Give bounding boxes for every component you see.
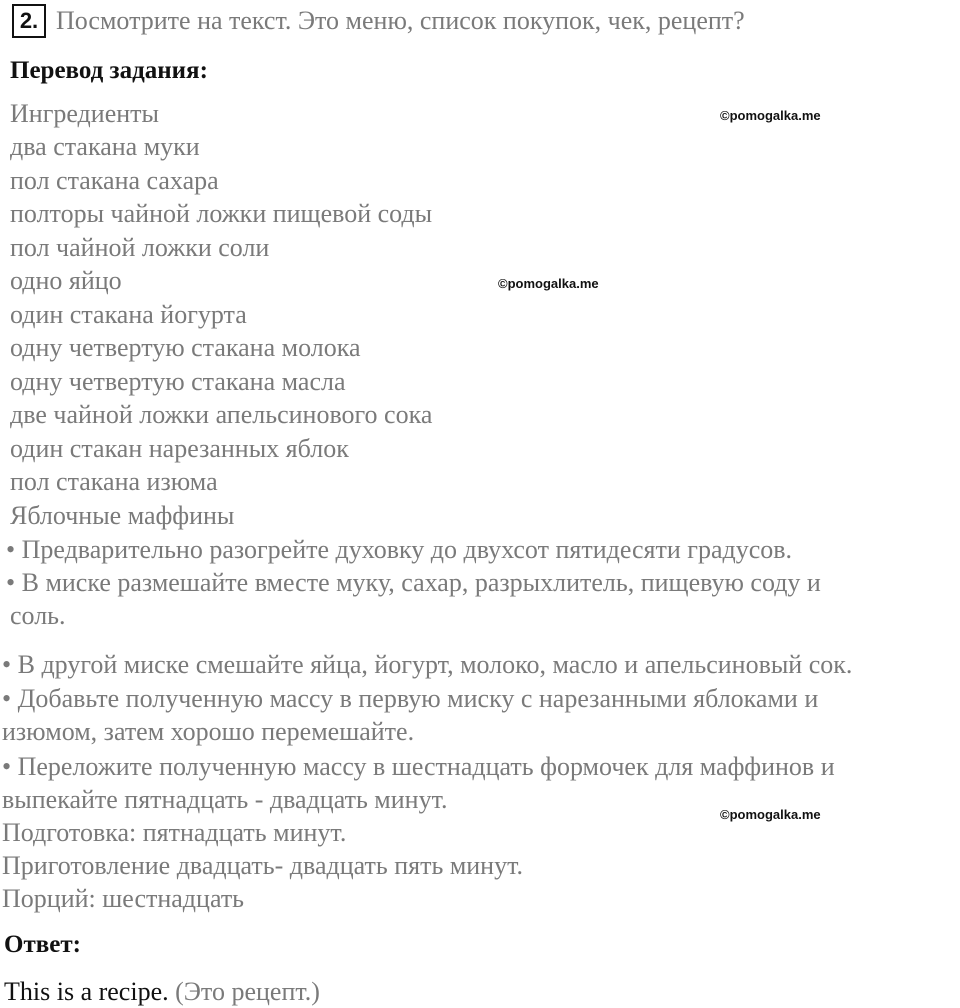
step-item: • В миске размешайте вместе муку, сахар, разрыхлитель, пищевую соду и: [6, 568, 821, 597]
ingredient-item: одну четвертую стакана масла: [10, 367, 346, 396]
step-item: • В другой миске смешайте яйца, йогурт, молоко, масло и апельсиновый сок.: [2, 650, 853, 679]
step-item: • Переложите полученную массу в шестнадцать формочек для маффинов и: [2, 752, 835, 781]
ingredient-item: пол чайной ложки соли: [10, 233, 270, 262]
ingredient-item: две чайной ложки апельсинового сока: [10, 400, 433, 429]
ingredients-title: Ингредиенты: [10, 99, 159, 128]
servings: Порций: шестнадцать: [2, 884, 245, 913]
ingredient-item: пол стакана изюма: [10, 467, 218, 496]
answer-heading: Ответ:: [4, 931, 81, 958]
watermark: ©pomogalka.me: [498, 276, 599, 291]
step-item-continuation: соль.: [10, 601, 66, 630]
task-prompt: Посмотрите на текст. Это меню, список покупок, чек, рецепт?: [56, 6, 745, 35]
ingredient-item: пол стакана сахара: [10, 166, 219, 195]
task-number-badge: 2.: [12, 4, 46, 38]
prep-time: Подготовка: пятнадцать минут.: [2, 818, 347, 847]
ingredient-item: одно яйцо: [10, 266, 122, 295]
answer-text: [4, 977, 320, 1007]
ingredient-item: полторы чайной ложки пищевой соды: [10, 199, 433, 228]
translation-heading: Перевод задания:: [10, 57, 208, 84]
cook-time: Приготовление двадцать- двадцать пять минут.: [2, 851, 524, 880]
step-item-continuation: изюмом, затем хорошо перемешайте.: [2, 717, 415, 746]
ingredient-item: одну четвертую стакана молока: [10, 333, 361, 362]
watermark: ©pomogalka.me: [720, 807, 821, 822]
ingredient-item: один стакан нарезанных яблок: [10, 434, 349, 463]
ingredient-item: один стакана йогурта: [10, 300, 247, 329]
answer-russian: (Это рецепт.): [175, 977, 320, 1006]
answer-english: This is a recipe.: [4, 977, 169, 1006]
step-item: • Добавьте полученную массу в первую миску с нарезанными яблоками и: [2, 684, 819, 713]
step-item-continuation: выпекайте пятнадцать - двадцать минут.: [2, 785, 448, 814]
ingredient-item: два стакана муки: [10, 132, 200, 161]
step-item: • Предварительно разогрейте духовку до двухсот пятидесяти градусов.: [6, 535, 793, 564]
recipe-title: Яблочные маффины: [10, 501, 235, 530]
watermark: ©pomogalka.me: [720, 108, 821, 123]
